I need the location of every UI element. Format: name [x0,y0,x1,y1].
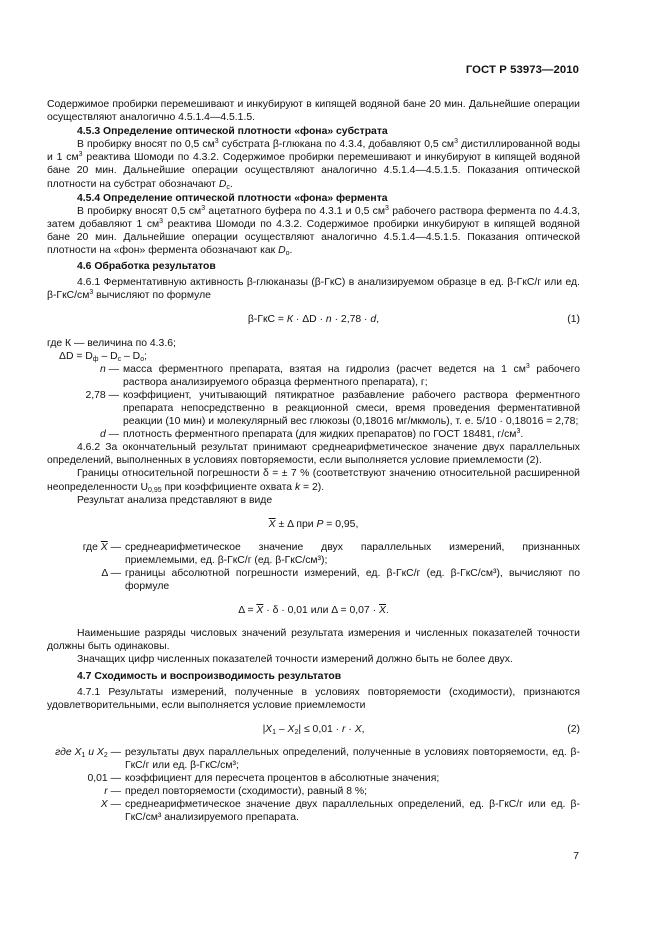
term-0-01: 0,01 — [87,773,121,785]
section-4-7-1-text: 4.7.1 Результаты измерений, полученные в условиях повторяемости (сходимости), признаются удовлетворительными, если выполняется условие приемлемости [47,686,580,711]
bounds-paragraph: Границы относительной погрешности δ = ± 7 % (соответствуют значению относительной расширенной неопределенности $U_{0,95}$ при коэффициенте охвата k = 2). [47,468,580,494]
section-4-5-3-title: 4.5.3 Определение оптической плотности «фона» субстрата [77,126,388,138]
significant-digits-text: Значащих цифр численных показателей точности измерений должно быть не более двух. [77,654,513,666]
smallest-digits-text: Наименьшие разряды числовых значений результата измерения и численных показателей точности должны быть одинаковы. [47,628,580,653]
legend-formula-1 [47,363,580,442]
formula-1: β-ГкС = К · ΔD · n · 2,78 · d, (1) [247,314,580,326]
section-4-5-4-title: 4.5.4 Определение оптической плотности «фона» фермента [77,192,388,204]
term-x1-x2: где $X_1$ и $X_2$ — [55,746,121,759]
formula-2-number: (2) [567,723,580,735]
term-xbar: где $\overline{X}$ — [82,541,121,553]
delta-d-definition: $\Delta D = D_ф - D_с - D_о$; [59,350,147,363]
term-d: d — [99,429,119,441]
def-r: предел повторяемости (сходимости), равный 8 %; [125,786,367,798]
section-4-6-title: 4.6 Обработка результатов [77,261,216,273]
legend-result [47,541,580,593]
section-4-5-3-text: В пробирку вносят по 0,5 $см^3$ субстрата β-глюкана по 4.3.4, добавляют 0,5 $см^3$ дистиллированной воды и 1 $см^3$ реактива Шомоди по 4.3.2. Содержимое пробирки перемешивают и инкубируют в кипящей водяной бане 20 мин. Дальнейшие операции осуществляют аналогично 4.5.1.4—4.5.1.5. Показания оптической плотности на субстрат обозначают $D_с$. [47,138,580,191]
page-body [47,98,580,825]
result-form-text: Результат анализа представляют в виде [77,494,273,506]
def-2-78: коэффициент, учитывающий пятикратное разбавление рабочего раствора ферментного препарата непосредственно в реакционной смеси, время проведения ферментативной реакции (10 мин) и молекулярный вес глюкозы (0,18016 мг/мкмоль), т. е. 5/10 · 0,18016 = 2,78; [123,389,580,428]
intro-paragraph: Содержимое пробирки перемешивают и инкубируют в кипящей водяной бане 20 мин. Дальнейшие операции осуществляют аналогично 4.5.1.4—4.5.1.5. [47,99,580,124]
term-x: X — [100,799,121,811]
def-x: среднеарифметическое значение двух параллельных определений, ед. β-ГкС/г или ед. β-ГкС/см³ анализируемого препарата. [125,799,580,824]
term-delta: Δ — [101,568,121,579]
standard-header: ГОСТ Р 53973—2010 [465,64,579,76]
def-d: плотность ферментного препарата (для жидких препаратов) по ГОСТ 18481, $г/см^3$. [123,428,524,441]
def-0-01: коэффициент для пересчета процентов в абсолютные значения; [125,773,440,785]
def-x1-x2: результаты двух параллельных определений, полученные в условиях повторяемости, ед. β-ГкС/г или ед. β-ГкС/см³; [125,746,580,772]
page-number: 7 [573,851,579,862]
term-r: r — [104,786,121,798]
section-4-7-title: 4.7 Сходимость и воспроизводимость результатов [77,670,342,682]
section-4-5-4-text: В пробирку вносят 0,5 $см^3$ ацетатного буфера по 4.3.1 и 0,5 $см^3$ рабочего раствора фермента по 4.4.3, затем добавляют 1 $см^3$ реактива Шомоди по 4.3.2. Содержимое пробирки инкубируют в кипящей водяной бане 20 мин. Дальнейшие операции осуществляют аналогично 4.5.1.4—4.5.1.5. Показания оптической плотности на «фон» фермента обозначают как $D_о$. [47,204,580,258]
def-xbar: среднеарифметическое значение двух параллельных измерений, признанных приемлемыми, ед. β-ГкС/г (ед. β-ГкС/см³); [125,541,580,566]
formula-delta: $\Delta = \overline{X} \cdot \delta \cdot 0,01$ или $\Delta = 0,07 \cdot \overline{X}$. [238,605,389,617]
formula-2: $|X_1 - X_2| \le 0,01 \cdot r \cdot X$, (2) [262,723,580,736]
legend-formula-2 [47,746,580,825]
formula-result: $\overline{X} \pm \Delta$ при P = 0,95, [268,518,359,530]
def-delta: границы абсолютной погрешности измерений, ед. β-ГкС/г (ед. β-ГкС/см³), вычисляют по формуле [125,568,580,593]
section-4-6-1-text: 4.6.1 Ферментативную активность β-глюканазы (β-ГкС) в анализируемом образце в ед. β-ГкС/г или ед. $\beta-ГкС/см^3$ вычисляют по формуле [47,277,580,302]
term-n: n — [99,363,119,375]
formula-1-number: (1) [567,314,580,326]
where-k: где К — величина по 4.3.6; [47,337,176,349]
term-2-78: 2,78 — [85,389,119,401]
section-4-6-2-text: 4.6.2 За окончательный результат принимают среднеарифметическое значение двух параллельных определений, выполненных в условиях повторяемости, если выполняется условие приемлемости (2). [47,442,580,467]
def-n: масса ферментного препарата, взятая на гидролиз (расчет ведется на 1 $см^3$ рабочего раствора анализируемого образца ферментного препарата), г; [123,362,581,388]
